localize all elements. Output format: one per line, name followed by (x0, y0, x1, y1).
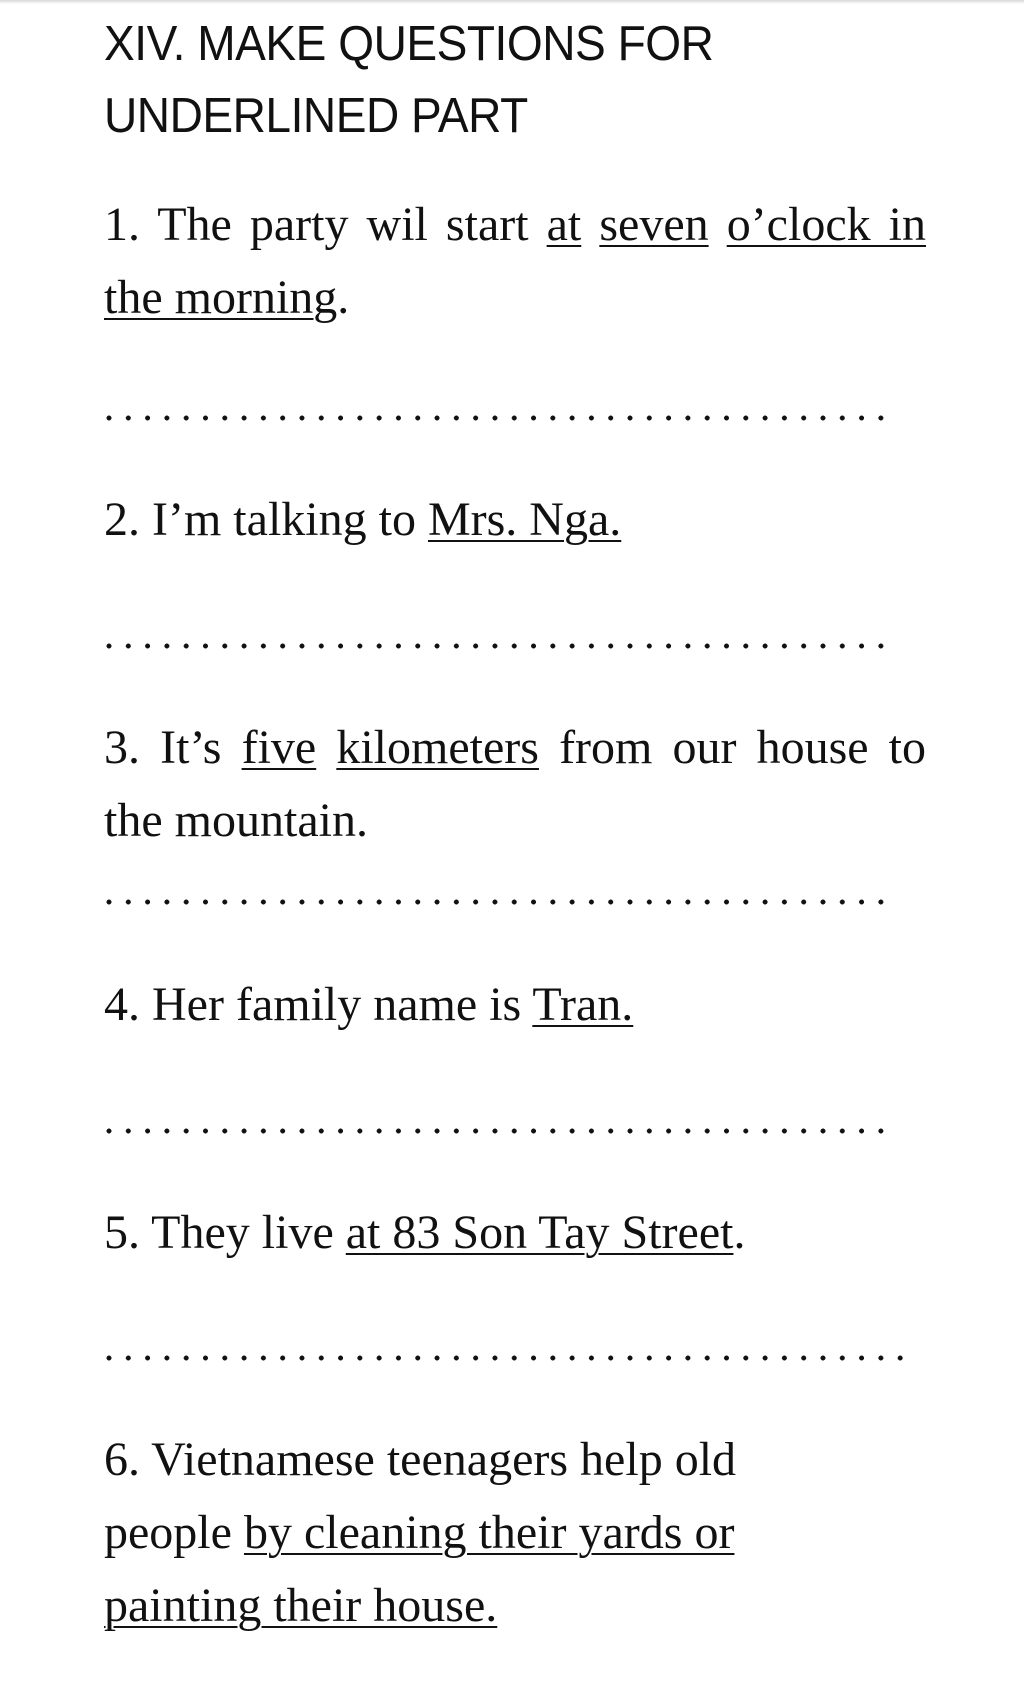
underlined-part: Mrs. Nga. (427, 493, 622, 546)
underlined-part: by cleaning their yards or painting their house. (104, 1506, 735, 1632)
answer-line-5[interactable] (106, 1355, 906, 1361)
question-text: I’m talking to (152, 493, 428, 546)
answer-line-text (106, 1355, 107, 1356)
question-text (581, 198, 599, 251)
question-number: 1. (104, 198, 140, 251)
answer-line-4[interactable] (106, 1128, 888, 1134)
question-text: . (337, 271, 350, 324)
answer-line-1[interactable] (106, 415, 888, 421)
underlined-part: o’clock in the morning (104, 198, 927, 324)
question-number: 6. (104, 1433, 140, 1486)
viewer-top-edge (0, 0, 1024, 4)
question-text: Vietnamese teenagers help old people (104, 1433, 737, 1559)
question-text: . (733, 1206, 746, 1259)
answer-line-3[interactable] (106, 899, 888, 905)
underlined-part: Tran. (532, 978, 634, 1031)
question-text: They live (151, 1206, 346, 1259)
answer-line-text (106, 899, 107, 900)
underlined-part: at 83 Son Tay Street (345, 1206, 734, 1259)
question-1 (104, 188, 926, 334)
underlined-part: seven (599, 198, 709, 251)
question-text: It’s (160, 721, 242, 774)
question-4 (104, 968, 926, 1041)
question-number: 2. (104, 493, 140, 546)
question-text: from our house to the mountain. (104, 721, 927, 847)
question-number: 4. (104, 978, 140, 1031)
underlined-part: at (546, 198, 582, 251)
question-6 (104, 1423, 804, 1642)
question-5 (104, 1196, 926, 1269)
question-number: 3. (104, 721, 140, 774)
answer-line-2[interactable] (106, 643, 888, 649)
underlined-part: kilometers (336, 721, 539, 774)
question-2 (104, 483, 926, 556)
exercise-title: XIV. MAKE QUESTIONS FOR UNDERLINED PART (104, 17, 714, 143)
answer-line-text (106, 1128, 107, 1129)
question-number: 5. (104, 1206, 140, 1259)
underlined-part: five (241, 721, 317, 774)
question-3 (104, 711, 926, 857)
question-text: Her family name is (152, 978, 533, 1031)
question-text (316, 721, 336, 774)
answer-line-text (106, 415, 107, 416)
question-text (709, 198, 727, 251)
question-text: The party wil start (157, 198, 547, 251)
answer-line-text (106, 643, 107, 644)
